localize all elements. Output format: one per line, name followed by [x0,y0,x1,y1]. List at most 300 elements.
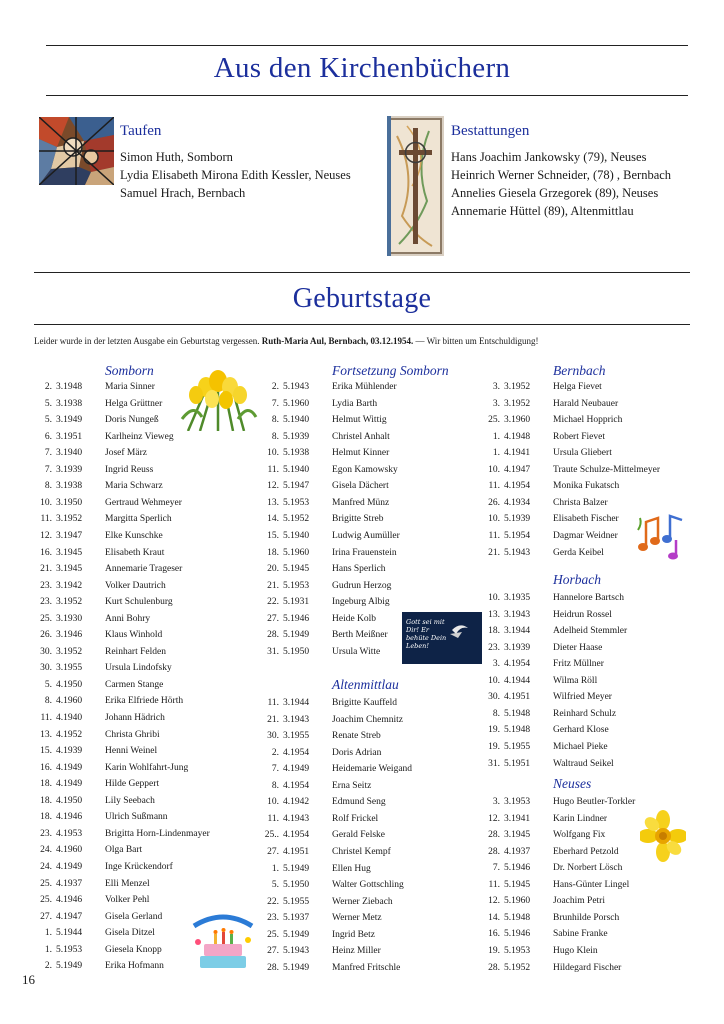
birthday-month-year: 3.1943 [504,609,531,620]
birthday-name: Volker Pehl [105,895,150,906]
baptisms-heading: Taufen [120,123,162,139]
birthday-day: 28. [267,962,279,973]
birthday-name: Ursula Witte [332,646,381,657]
birthday-name: Brigitta Horn-Lindenmayer [105,828,210,839]
birthday-name: Heinz Miller [332,946,381,957]
birthday-name: Ulrich Sußmann [105,812,168,823]
birthday-name: Sabine Franke [553,929,608,940]
birthday-row [259,960,459,976]
birthday-month-year: 5.1940 [283,415,310,426]
baptism-entry: Simon Huth, Somborn [120,150,233,164]
birthday-name: Brigitte Streb [332,514,384,525]
birthday-row [32,727,232,743]
birthday-month-year: 5.1950 [283,646,310,657]
birthday-name: Christa Balzer [553,497,608,508]
birthday-day: 30. [40,646,52,657]
birthday-name: Gudrun Herzog [332,580,392,591]
birthday-day: 25. [267,929,279,940]
birthday-row [32,776,232,792]
birthday-month-year: 3.1951 [56,431,83,442]
birthday-day: 18. [267,547,279,558]
birthday-month-year: 5.1947 [283,481,310,492]
birthday-day: 21. [488,547,500,558]
birthday-name: Dieter Haase [553,642,603,653]
birthday-day: 23. [40,828,52,839]
column-heading: Somborn [105,363,154,378]
birthday-row [259,594,459,610]
birthday-row [32,429,232,445]
birthday-name: Helga Fievet [553,382,602,392]
birthday-month-year: 3.1939 [504,642,531,653]
birthday-day: 10. [488,514,500,525]
birthday-month-year: 3.1941 [504,813,531,824]
birthday-day: 8. [271,415,279,426]
birthday-row [32,859,232,875]
birthday-row [32,793,232,809]
birthday-day: 22. [267,597,279,608]
birthday-day: 8. [271,780,279,791]
birthday-day: 26. [488,497,500,508]
birthday-month-year: 5.1955 [283,896,310,907]
birthday-month-year: 5.1931 [283,597,310,608]
birthday-month-year: 5.1951 [504,758,531,769]
birthday-month-year: 5.1948 [504,708,531,719]
birthday-row [259,877,459,893]
birthday-row [480,910,680,926]
birthday-day: 23. [40,597,52,608]
birthday-cake-image [190,912,256,972]
birthday-row [480,893,680,909]
birthday-row [480,445,680,461]
correction-note [34,336,539,346]
blessing-card-text: Gott sei mit Dir! Er behüte Dein Leben! [406,618,447,650]
birthday-day: 7. [44,448,52,459]
birthday-day: 5. [44,415,52,426]
birthday-month-year: 3.1942 [56,580,83,591]
birthday-name: Erika Elfriede Hörth [105,696,184,707]
tulip-bouquet-image [178,369,258,431]
birthday-day: 25. [40,878,52,889]
birthday-name: Helmut Wittig [332,415,387,426]
birthday-name: Robert Fievet [553,431,605,442]
birthday-name: Klaus Winhold [105,630,163,641]
birthday-day: 10. [488,464,500,475]
birthday-month-year: 5.1949 [283,863,310,874]
birthday-row [32,445,232,461]
birthday-row [259,478,459,494]
column-heading: Neuses [553,776,592,791]
birthday-month-year: 4.1942 [283,797,310,808]
birthday-month-year: 3.1952 [56,514,83,525]
birthday-row [259,844,459,860]
birthday-name: Heidemarie Weigand [332,764,413,775]
birthday-day: 15. [40,746,52,757]
birthday-name: Reinhart Felden [105,646,166,657]
birthday-row [480,640,680,656]
birthday-name: Waltraud Seikel [553,758,614,769]
birthday-day: 11. [267,464,279,475]
column-heading: Fortsetzung Somborn [332,363,449,378]
birthday-month-year: 5.1952 [283,514,310,525]
birthday-name: Wilma Röll [553,675,598,686]
birthday-day: 19. [488,741,500,752]
birthday-name: Carmen Stange [105,679,164,690]
birthday-row [32,693,232,709]
birthday-month-year: 3.1944 [504,626,531,637]
birthday-name: Gertraud Wehmeyer [105,497,182,508]
birthday-day: 1. [492,431,500,442]
birthday-row [480,877,680,893]
birthday-name: Joachim Petri [553,896,605,907]
birthday-day: 1. [492,448,500,459]
birthday-name: Christel Kempf [332,846,391,857]
birthday-month-year: 5.1952 [504,962,531,973]
birthday-row [480,590,680,606]
birthday-month-year: 3.1938 [56,481,83,492]
birthday-row [32,545,232,561]
birthday-row [480,960,680,976]
birthday-name: Ingeburg Albig [332,597,390,608]
birthday-name: Doris Nungeß [105,415,159,426]
birthday-name: Ursula Gliebert [553,448,612,459]
birthday-row [259,761,459,777]
birthday-row [480,462,680,478]
birthday-row [259,943,459,959]
birthday-month-year: 5.1940 [283,530,310,541]
birthday-name: Ingrid Betz [332,929,376,940]
birthday-day: 13. [267,497,279,508]
birthday-name: Giesela Knopp [105,944,162,955]
birthday-month-year: 5.1953 [283,497,310,508]
birthday-month-year: 5.1944 [56,928,83,939]
birthday-month-year: 4.1954 [283,780,310,791]
birthday-day: 6. [44,431,52,442]
birthday-row [259,495,459,511]
birthday-day: 23. [488,642,500,653]
birthday-month-year: 3.1939 [56,464,83,475]
birthdays-top-rule [34,272,690,273]
birthday-name: Johann Hädrich [105,713,165,723]
birthday-name: Elisabeth Kraut [105,547,165,558]
birthday-name: Erna Seitz [332,780,372,791]
birthday-row [259,728,459,744]
birthday-day: 25. [40,613,52,624]
birthday-row [480,689,680,705]
birthday-name: Monika Fukatsch [553,481,620,492]
birthday-name: Egon Kamowsky [332,464,398,475]
birthday-day: 23. [40,580,52,591]
birthday-month-year: 5.1955 [504,741,531,752]
birthday-day: 14. [488,912,500,923]
birthday-month-year: 5.1949 [283,630,310,641]
birthday-row [259,794,459,810]
birthdays-title-rule [34,324,690,325]
birthday-day: 30. [267,731,279,742]
birthday-row [480,706,680,722]
birthday-row [32,842,232,858]
birthday-row [32,462,232,478]
birthday-row [32,760,232,776]
birthday-name: Ursula Lindofsky [105,663,172,674]
birthday-name: Annemarie Trageser [105,564,183,575]
birthday-day: 12. [40,530,52,541]
birthday-row [259,811,459,827]
birthday-day: 3. [492,797,500,807]
birthday-month-year: 5.1940 [283,464,310,475]
birthday-row [32,594,232,610]
birthday-day: 28. [267,630,279,641]
birthday-name: Hugo Beutler-Torkler [553,797,636,807]
funeral-entry: Heinrich Werner Schneider, (78) , Bernbach [451,168,672,182]
birthday-month-year: 5.1960 [504,896,531,907]
birthday-row [480,794,680,810]
birthday-name: Brigitte Kauffeld [332,698,397,708]
birthday-month-year: 5.1953 [56,944,83,955]
birthday-row [32,710,232,726]
birthday-month-year: 5.1949 [56,961,83,972]
birthday-name: Renate Streb [332,731,381,742]
birthday-month-year: 5.1949 [283,929,310,940]
birthday-row [480,607,680,623]
birthday-name: Manfred Fritschle [332,962,401,973]
birthday-row [259,910,459,926]
birthday-row [32,644,232,660]
birthday-month-year: 3.1953 [504,797,531,807]
top-rule [46,45,688,46]
birthday-name: Rolf Frickel [332,813,379,824]
birthday-row [480,495,680,511]
birthday-day: 16. [40,547,52,558]
birthday-month-year: 5.1943 [283,382,310,392]
birthday-name: Gisela Ditzel [105,928,155,939]
baptism-entry: Samuel Hrach, Bernbach [120,186,246,200]
birthday-month-year: 4.1949 [283,764,310,775]
funerals-heading: Bestattungen [451,123,530,139]
birthday-day: 11. [40,514,52,525]
birthday-month-year: 5.1946 [283,613,310,624]
birthday-month-year: 3.1946 [56,630,83,641]
birthday-month-year: 3.1948 [56,382,83,392]
birthday-row [259,528,459,544]
birthday-month-year: 5.1946 [504,863,531,874]
birthday-row [259,462,459,478]
birthday-name: Joachim Chemnitz [332,714,403,725]
birthday-month-year: 4.1950 [56,679,83,690]
birthday-day: 16. [40,762,52,773]
birthday-day: 10. [267,797,279,808]
birthday-day: 21. [267,714,279,725]
birthday-name: Harald Neubauer [553,398,619,409]
birthday-day: 19. [488,945,500,956]
birthday-row [259,412,459,428]
birthday-day: 10. [40,497,52,508]
page-title: Aus den Kirchenbüchern [213,52,511,84]
birthday-month-year: 3.1950 [56,497,83,508]
birthday-month-year: 5.1948 [504,912,531,923]
birthday-month-year: 3.1940 [56,448,83,459]
birthday-month-year: 4.1960 [56,696,83,707]
funeral-cross-window-image [387,116,444,256]
birthday-month-year: 4.1947 [56,911,83,922]
birthday-day: 5. [44,398,52,409]
birthday-day: 28. [488,830,500,841]
birthday-month-year: 5.1938 [283,448,310,459]
birthday-day: 1. [271,863,279,874]
birthday-month-year: 5.1954 [504,530,531,541]
birthday-name: Maria Sinner [105,382,155,392]
birthday-name: Wilfried Meyer [553,692,612,703]
birthday-row [480,943,680,959]
birthday-day: 11. [488,530,500,541]
birthday-name: Hilde Geppert [105,779,160,790]
birthday-month-year: 4.1946 [56,812,83,823]
birthday-name: Hannelore Bartsch [553,593,624,603]
birthday-name: Werner Ziebach [332,896,393,907]
birthday-month-year: 5.1953 [504,945,531,956]
birthday-row [259,561,459,577]
birthday-day: 1. [44,944,52,955]
birthday-day: 10. [267,448,279,459]
birthday-name: Dr. Norbert Lösch [553,863,623,874]
baptism-stained-glass-image [39,117,114,185]
birthday-day: 3. [492,398,500,409]
birthday-row [32,627,232,643]
birthday-day: 1. [44,928,52,939]
birthday-name: Erika Hofmann [105,961,164,972]
birthday-month-year: 4.1954 [283,747,310,758]
birthday-row [259,545,459,561]
birthday-name: Christel Anhalt [332,431,390,442]
birthday-day: 8. [271,431,279,442]
birthday-day: 11. [267,813,279,824]
birthday-month-year: 4.1950 [56,795,83,806]
birthday-day: 12. [488,813,500,824]
birthday-day: 26. [40,630,52,641]
birthday-name: Maria Schwarz [105,481,163,492]
birthday-day: 27. [40,911,52,922]
birthday-day: 10. [488,593,500,603]
birthday-name: Helmut Kinner [332,448,390,459]
birthday-month-year: 3.1947 [56,530,83,541]
birthday-day: 24. [40,861,52,872]
birthday-name: Michael Pieke [553,741,608,752]
birthday-month-year: 5.1960 [283,398,310,409]
birthday-name: Anni Bohry [105,613,151,624]
birthday-row [32,892,232,908]
birthday-name: Gisela Gerland [105,911,163,922]
birthday-day: 5. [271,880,279,891]
birthday-day: 18. [40,779,52,790]
birthday-month-year: 5.1939 [504,514,531,525]
birthday-day: 2. [271,747,279,758]
birthday-name: Gerda Keibel [553,547,604,558]
birthday-day: 2. [271,382,279,392]
birthday-month-year: 3.1930 [56,613,83,624]
birthday-month-year: 4.1954 [504,481,531,492]
birthday-name: Henni Weinel [105,746,158,757]
birthday-month-year: 3.1955 [56,663,83,674]
birthday-day: 7. [44,464,52,475]
birthday-row [32,511,232,527]
birthday-month-year: 3.1943 [283,714,310,725]
birthday-row [32,611,232,627]
birthday-name: Adelheid Stemmler [553,626,628,637]
birthday-day: 28. [488,846,500,857]
birthday-name: Karin Wohlfahrt-Jung [105,762,189,773]
birthday-name: Hans-Günter Lingel [553,879,630,890]
birthday-row [480,412,680,428]
birthday-month-year: 3.1952 [504,382,531,392]
birthday-day: 18. [40,795,52,806]
birthday-name: Wolfgang Fix [553,830,606,841]
birthday-row [32,826,232,842]
birthday-month-year: 3.1945 [56,564,83,575]
birthdays-title: Geburtstage [292,283,432,314]
birthday-month-year: 5.1960 [283,547,310,558]
birthday-day: 11. [488,879,500,890]
birthday-month-year: 5.1945 [283,564,310,575]
birthday-name: Ingrid Reuss [105,464,154,475]
birthday-name: Gisela Dächert [332,481,389,492]
birthday-day: 21. [267,580,279,591]
birthday-month-year: 4.1951 [504,692,531,703]
birthday-row [480,379,680,395]
birthday-month-year: 3.1949 [56,415,83,426]
birthday-row [259,396,459,412]
birthday-month-year: 5.1943 [283,946,310,957]
correction-note-apology: — Wir bitten um Entschuldigung! [413,336,539,346]
birthday-month-year: 3.1945 [504,830,531,841]
birthday-day: 7. [492,863,500,874]
birthday-day: 27. [267,846,279,857]
birthday-month-year: 5.1950 [283,880,310,891]
birthday-month-year: 4.1952 [56,729,83,740]
birthday-month-year: 4.1939 [56,746,83,757]
birthday-day: 8. [492,708,500,719]
birthday-month-year: 5.1946 [504,929,531,940]
birthday-day: 18. [40,812,52,823]
birthday-day: 3. [492,659,500,670]
birthday-month-year: 4.1948 [504,431,531,442]
birthday-name: Josef März [105,448,147,459]
birthday-name: Hildegard Fischer [553,962,622,973]
birthday-row [32,495,232,511]
birthday-row [32,876,232,892]
birthday-name: Margitta Sperlich [105,514,172,525]
column-heading: Bernbach [553,363,606,378]
birthday-day: 20. [267,564,279,575]
birthday-month-year: 4.1949 [56,861,83,872]
birthday-day: 15. [267,530,279,541]
birthday-day: 30. [488,692,500,703]
birthday-month-year: 4.1949 [56,779,83,790]
birthday-name: Christa Ghribi [105,729,160,740]
birthday-row [480,478,680,494]
correction-note-text: Leider wurde in der letzten Ausgabe ein Geburtstag vergessen. [34,336,262,346]
birthday-day: 16. [488,929,500,940]
birthday-row [32,478,232,494]
birthday-row [259,745,459,761]
birthday-row [480,673,680,689]
birthday-name: Dagmar Weidner [553,530,618,541]
birthday-name: Doris Adrian [332,747,382,758]
birthday-month-year: 4.1953 [56,828,83,839]
birthday-name: Irina Frauenstein [332,547,397,558]
birthday-month-year: 3.1960 [504,415,531,426]
birthday-row [480,396,680,412]
birthday-row [259,511,459,527]
birthday-row [32,809,232,825]
